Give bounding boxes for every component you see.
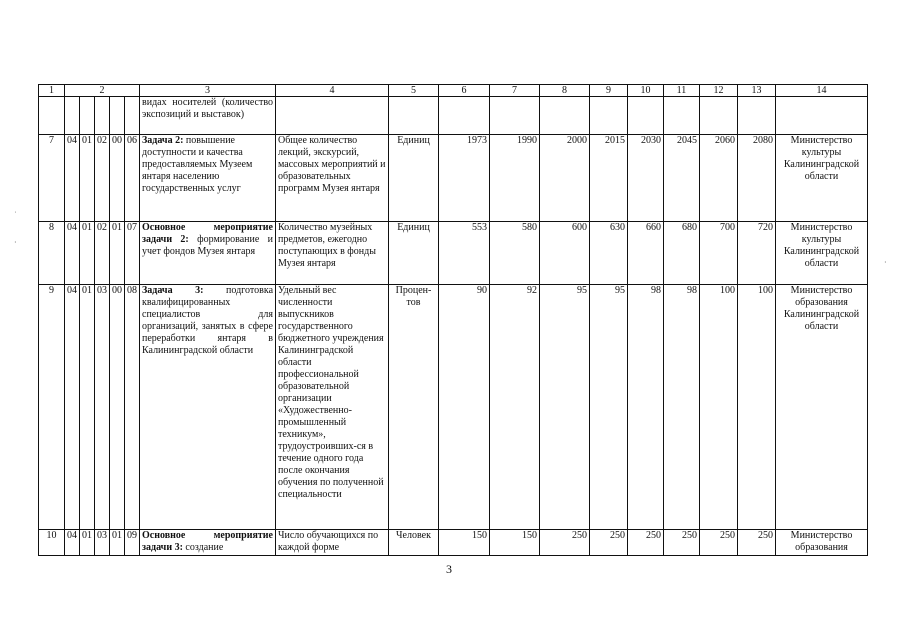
code-cell: 01 (80, 135, 95, 222)
code-cell: 01 (110, 530, 125, 556)
indicator-name: Число обучающихся по каждой форме (276, 530, 389, 556)
header-cell: 14 (776, 85, 868, 97)
indicators-table (38, 84, 868, 556)
indicator-name: Общее количество лекций, экскурсий, массовых мероприятий и образовательных программ Музея янтаря (276, 135, 389, 222)
value-cell: 2060 (700, 135, 738, 222)
value-cell: 150 (439, 530, 490, 556)
value-cell: 630 (590, 222, 628, 285)
table-row (39, 97, 868, 135)
value-cell (490, 97, 540, 135)
header-cell: 7 (490, 85, 540, 97)
value-cell: 1990 (490, 135, 540, 222)
value-cell: 250 (700, 530, 738, 556)
responsible-body: Министерство культуры Калининградской области (776, 135, 868, 222)
task-text: создание (182, 542, 224, 553)
value-cell: 95 (540, 285, 590, 530)
code-cell: 01 (80, 285, 95, 530)
code-cell (65, 97, 80, 135)
value-cell: 100 (738, 285, 776, 530)
value-cell: 660 (628, 222, 664, 285)
value-cell: 98 (628, 285, 664, 530)
code-cell (95, 97, 110, 135)
responsible-body (776, 97, 868, 135)
code-cell: 02 (95, 222, 110, 285)
code-cell: 03 (95, 530, 110, 556)
task-title: Основное мероприятие задачи 2: (142, 222, 273, 245)
code-cell: 06 (125, 135, 140, 222)
task-text: подготовка квалифицированных специалистов для организаций, занятых в сфере переработки янтаря в Калининградской области (142, 285, 274, 356)
value-cell: 1973 (439, 135, 490, 222)
indicator-name (276, 97, 389, 135)
value-cell: 580 (490, 222, 540, 285)
value-cell: 680 (664, 222, 700, 285)
value-cell (664, 97, 700, 135)
value-cell (439, 97, 490, 135)
task-description (140, 135, 276, 222)
table-row (39, 285, 868, 530)
unit-cell: Человек (389, 530, 439, 556)
task-text: повышение доступности и качества предоставляемых Музеем янтаря населению государственных услуг (142, 135, 253, 194)
indicator-name: Количество музейных предметов, ежегодно поступающих в фонды Музея янтаря (276, 222, 389, 285)
value-cell: 90 (439, 285, 490, 530)
value-cell: 92 (490, 285, 540, 530)
header-cell: 5 (389, 85, 439, 97)
row-number: 9 (39, 285, 65, 530)
responsible-body: Министерство образования Калининградской области (776, 285, 868, 530)
value-cell: 720 (738, 222, 776, 285)
code-cell: 02 (95, 135, 110, 222)
scan-speck: · (14, 238, 17, 247)
value-cell: 250 (628, 530, 664, 556)
code-cell: 01 (80, 222, 95, 285)
task-text: формирование и учет фондов Музея янтаря (142, 234, 273, 257)
value-cell: 700 (700, 222, 738, 285)
value-cell: 250 (738, 530, 776, 556)
responsible-body: Министерство образования (776, 530, 868, 556)
code-cell: 00 (110, 285, 125, 530)
value-cell (540, 97, 590, 135)
table-row (39, 135, 868, 222)
value-cell: 2015 (590, 135, 628, 222)
code-cell: 04 (65, 135, 80, 222)
task-description (140, 97, 276, 135)
code-cell (125, 97, 140, 135)
table-row (39, 222, 868, 285)
value-cell: 95 (590, 285, 628, 530)
code-cell (80, 97, 95, 135)
table-row (39, 530, 868, 556)
value-cell (738, 97, 776, 135)
value-cell: 250 (590, 530, 628, 556)
header-cell: 10 (628, 85, 664, 97)
code-cell: 04 (65, 222, 80, 285)
task-text: видах носителей (количество экспозиций и выставок) (142, 97, 273, 120)
page-number: 3 (446, 562, 452, 576)
row-number: 8 (39, 222, 65, 285)
scan-speck: ˙ (14, 210, 17, 219)
header-cell: 4 (276, 85, 389, 97)
responsible-body: Министерство культуры Калининградской области (776, 222, 868, 285)
header-cell: 9 (590, 85, 628, 97)
row-number: 7 (39, 135, 65, 222)
header-cell: 2 (65, 85, 140, 97)
header-cell: 1 (39, 85, 65, 97)
header-cell: 6 (439, 85, 490, 97)
row-number (39, 97, 65, 135)
code-cell: 00 (110, 135, 125, 222)
task-title: Задача 2: (142, 135, 184, 146)
task-title: Основное мероприятие задачи 3: (142, 530, 273, 553)
value-cell: 2030 (628, 135, 664, 222)
task-description (140, 285, 276, 530)
header-cell: 13 (738, 85, 776, 97)
code-cell: 07 (125, 222, 140, 285)
code-cell: 03 (95, 285, 110, 530)
scan-speck: · (884, 258, 887, 267)
unit-cell (389, 97, 439, 135)
value-cell (700, 97, 738, 135)
value-cell: 2000 (540, 135, 590, 222)
header-cell: 8 (540, 85, 590, 97)
value-cell: 250 (664, 530, 700, 556)
code-cell: 09 (125, 530, 140, 556)
indicator-name: Удельный вес численности выпускников государственного бюджетного учреждения Калининградской области профессиональной образовательной организации «Художественно-промышленный техникум», трудоустроивших-ся в течение одного года после окончания обучения по полученной специальности (276, 285, 389, 530)
value-cell: 600 (540, 222, 590, 285)
code-cell: 08 (125, 285, 140, 530)
header-row (39, 85, 868, 97)
code-cell (110, 97, 125, 135)
value-cell (628, 97, 664, 135)
unit-cell: Процен-тов (389, 285, 439, 530)
header-cell: 3 (140, 85, 276, 97)
code-cell: 04 (65, 530, 80, 556)
code-cell: 01 (80, 530, 95, 556)
value-cell: 553 (439, 222, 490, 285)
header-cell: 11 (664, 85, 700, 97)
header-cell: 12 (700, 85, 738, 97)
value-cell: 2045 (664, 135, 700, 222)
value-cell: 150 (490, 530, 540, 556)
value-cell: 250 (540, 530, 590, 556)
value-cell: 2080 (738, 135, 776, 222)
unit-cell: Единиц (389, 222, 439, 285)
value-cell: 98 (664, 285, 700, 530)
value-cell: 100 (700, 285, 738, 530)
row-number: 10 (39, 530, 65, 556)
unit-cell: Единиц (389, 135, 439, 222)
task-description (140, 222, 276, 285)
value-cell (590, 97, 628, 135)
code-cell: 01 (110, 222, 125, 285)
task-description (140, 530, 276, 556)
task-title: Задача 3: (142, 285, 204, 296)
code-cell: 04 (65, 285, 80, 530)
